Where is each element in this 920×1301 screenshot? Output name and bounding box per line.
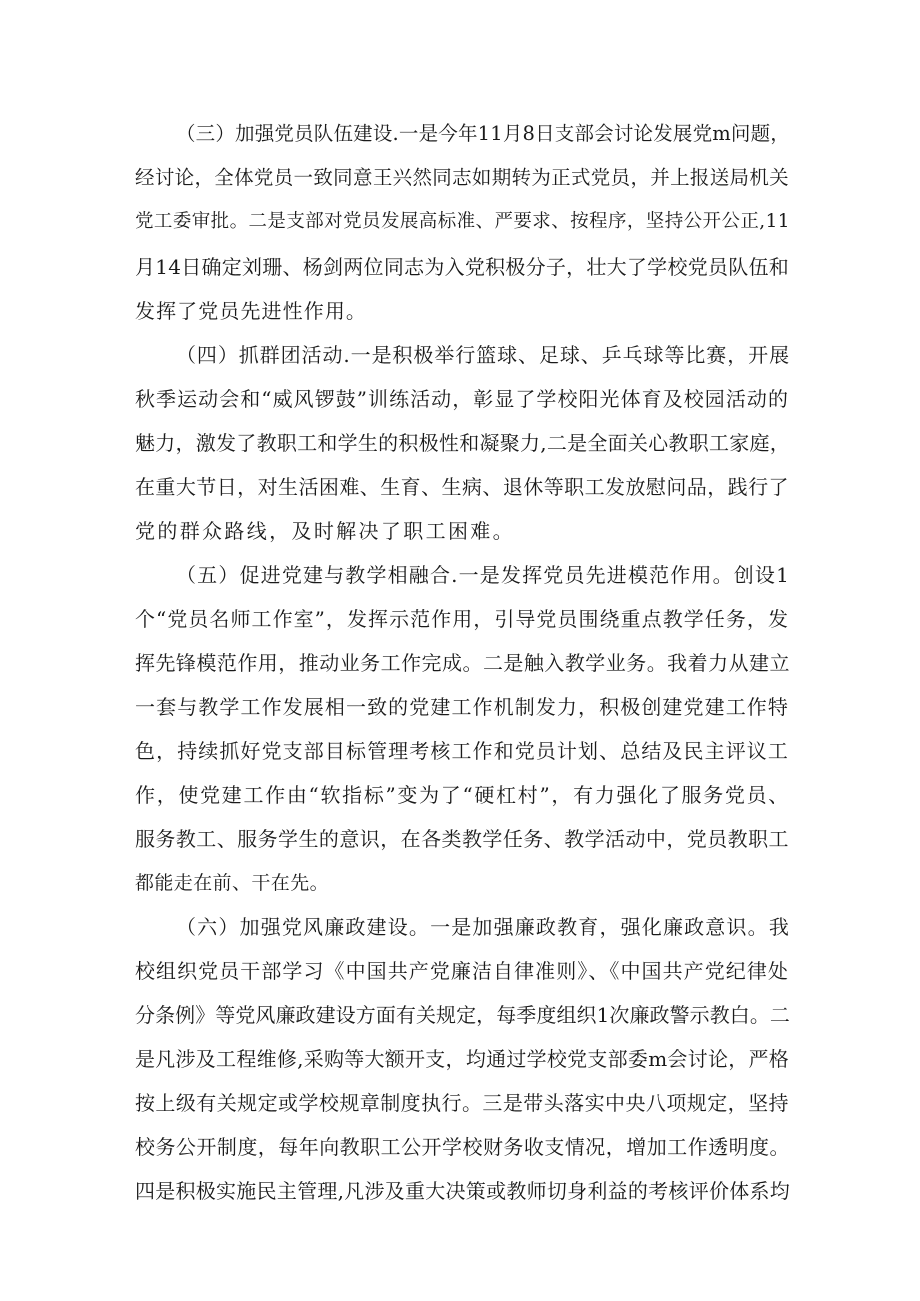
- text-line: 魅力，激发了教职工和学生的积极性和凝聚力,二是全面关心教职工家庭，: [135, 431, 790, 455]
- text-line: （五）促进党建与教学相融合.一是发挥党员先进模范作用。创设1: [176, 563, 790, 587]
- text-line: 是凡涉及工程维修,采购等大额开支，均通过学校党支部委m会讨论，严格: [135, 1047, 789, 1071]
- text-line: 在重大节日，对生活困难、生育、生病、退休等职工发放慰问品，践行了: [135, 475, 789, 499]
- text-line: 校务公开制度，每年向教职工公开学校财务收支情况，增加工作透明度。: [135, 1135, 790, 1159]
- text-line: 四是积极实施民主管理,凡涉及重大决策或教师切身利益的考核评价体系均: [135, 1179, 790, 1203]
- text-line: 党的群众路线，及时解决了职工困难。: [135, 519, 515, 543]
- text-line: 按上级有关规定或学校规章制度执行。三是带头落实中央八项规定，坚持: [135, 1091, 789, 1115]
- text-line: 服务教工、服务学生的意识，在各类教学任务、教学活动中，党员教职工: [135, 827, 789, 851]
- text-line: 月14日确定刘珊、杨剑两位同志为入党积极分子，壮大了学校党员队伍和: [135, 255, 789, 279]
- text-line: 发挥了党员先进性作用。: [135, 299, 367, 323]
- text-line: （六）加强党风廉政建设。一是加强廉政教育，强化廉政意识。我: [176, 915, 790, 939]
- text-line: 校组织党员干部学习《中国共产党廉洁自律准则》、《中国共产党纪律处: [135, 959, 789, 983]
- text-line: 作，使党建工作由“软指标”变为了“硬杠村”，有力强化了服务党员、: [135, 783, 790, 807]
- text-line: 一套与教学工作发展相一致的党建工作机制发力，积极创建党建工作特: [135, 695, 789, 719]
- text-line: 分条例》等党风廉政建设方面有关规定，每季度组织1次廉政警示教白。二: [135, 1003, 790, 1027]
- text-line: 个“党员名师工作室”，发挥示范作用，引导党员围绕重点教学任务，发: [135, 607, 789, 631]
- text-line: 色，持续抓好党支部目标管理考核工作和党员计划、总结及民主评议工: [135, 739, 789, 763]
- text-line: （三）加强党员队伍建设.一是今年11月8日支部会讨论发展党m问题，: [176, 122, 790, 145]
- text-line: （四）抓群团活动.一是积极举行篮球、足球、乒乓球等比赛，开展: [176, 343, 790, 367]
- text-line: 经讨论，全体党员一致同意王兴然同志如期转为正式党员，并上报送局机关: [135, 166, 789, 189]
- text-line: 都能走在前、干在先。: [135, 872, 329, 894]
- text-line: 秋季运动会和“威风锣鼓”训练活动，彰显了学校阳光体育及校园活动的: [135, 387, 789, 411]
- text-line: 党工委审批。二是支部对党员发展高标准、严要求、按程序，坚持公开公正,11: [135, 211, 790, 232]
- text-line: 挥先锋模范作用，推动业务工作完成。二是触入教学业务。我着力从建立: [135, 651, 790, 675]
